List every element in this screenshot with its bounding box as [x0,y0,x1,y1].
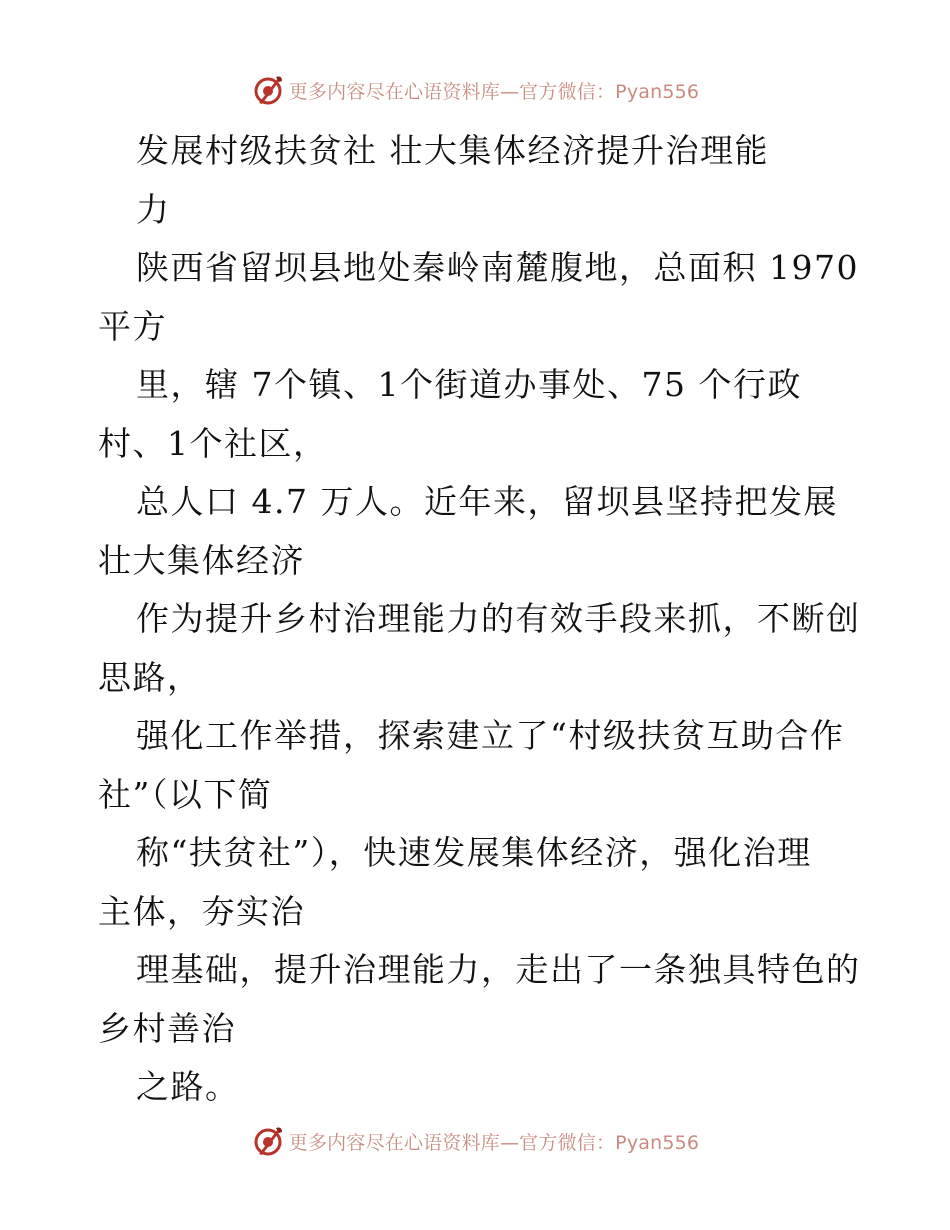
document-text-line: 平方 [98,306,167,346]
document-text-line: 里，辖 7个镇、1个街道办事处、75 个行政 [136,365,802,404]
document-text-line: 强化工作举措，探索建立了“村级扶贫互助合作 [136,716,845,755]
header-banner-text: 更多内容尽在心语资料库—官方微信：Pyan556 [288,80,700,103]
document-text-line: 村、1个社区， [98,423,328,463]
document-text-line: 主体，夯实治 [98,891,305,931]
quill-pen-logo-icon [251,73,285,107]
header-watermark-banner [0,70,950,110]
document-text-line: 发展村级扶贫社 壮大集体经济提升治理能 [136,131,769,170]
document-text-line: 乡村善治 [98,1008,236,1048]
footer-banner-text: 更多内容尽在心语资料库—官方微信：Pyan556 [288,1131,700,1154]
document-text-line: 称“扶贫社”），快速发展集体经济，强化治理 [136,833,812,872]
document-text-line: 陕西省留坝县地处秦岭南麓腹地，总面积 1970 [136,248,859,287]
document-text-line: 社”（以下简 [98,774,273,814]
document-text-line: 总人口 4.7 万人。近年来，留坝县坚持把发展 [136,482,838,521]
document-text-line: 理基础，提升治理能力，走出了一条独具特色的 [136,950,861,989]
document-text-line: 作为提升乡村治理能力的有效手段来抓，不断创 [136,599,861,638]
quill-pen-logo-icon [251,1124,285,1158]
document-text-line: 之路。 [136,1067,240,1106]
document-text-line: 壮大集体经济 [98,540,305,580]
document-text-line: 思路， [98,657,202,697]
document-body [98,122,861,1117]
footer-watermark-banner [0,1121,950,1161]
document-text-line: 力 [136,189,171,229]
